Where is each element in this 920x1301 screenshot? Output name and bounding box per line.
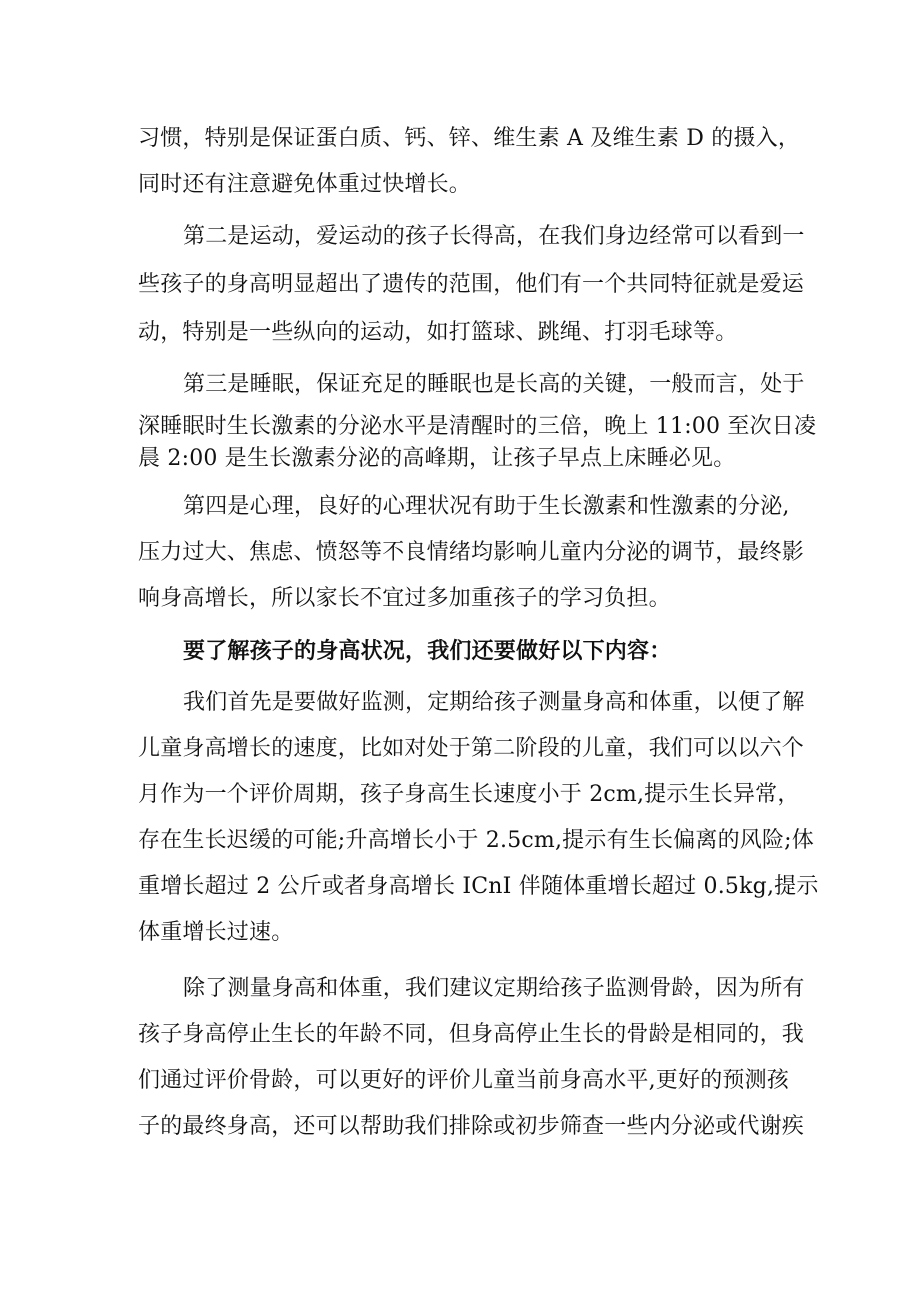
- text-line: 晨 2:00 是生长激素分泌的高峰期，让孩子早点上床睡必见。: [138, 446, 736, 471]
- text-line: 子的最终身高，还可以帮助我们排除或初步筛查一些内分泌或代谢疾: [138, 1114, 805, 1139]
- paragraph-start-sleep: 第三是睡眠，保证充足的睡眠也是长高的关键，一般而言，处于: [183, 372, 805, 397]
- text-line: 月作为一个评价周期，孩子身高生长速度小于 2cm,提示生长异常，: [138, 782, 800, 807]
- text-line: 儿童身高增长的速度，比如对处于第二阶段的儿童，我们可以以六个: [138, 736, 805, 761]
- text-line: 压力过大、焦虑、愤怒等不良情绪均影响儿童内分泌的调节，最终影: [138, 540, 805, 565]
- text-line: 体重增长过速。: [138, 920, 294, 945]
- paragraph-start-exercise: 第二是运动，爱运动的孩子长得高，在我们身边经常可以看到一: [183, 224, 805, 249]
- paragraph-start-monitoring: 我们首先是要做好监测，定期给孩子测量身高和体重，以便了解: [183, 690, 805, 715]
- text-line: 些孩子的身高明显超出了遗传的范围，他们有一个共同特征就是爱运: [138, 272, 805, 297]
- paragraph-start-bone-age: 除了测量身高和体重，我们建议定期给孩子监测骨龄，因为所有: [183, 976, 805, 1001]
- text-line: 们通过评价骨龄，可以更好的评价儿童当前身高水平,更好的预测孩: [138, 1068, 789, 1093]
- paragraph-start-psychology: 第四是心理，良好的心理状况有助于生长激素和性激素的分泌,: [183, 494, 790, 519]
- text-line: 响身高增长，所以家长不宜过多加重孩子的学习负担。: [138, 586, 671, 611]
- text-line: 深睡眠时生长激素的分泌水平是清醒时的三倍，晚上 11:00 至次日凌: [138, 414, 817, 439]
- section-heading: 要了解孩子的身高状况，我们还要做好以下内容：: [183, 638, 672, 664]
- text-line: 存在生长迟缓的可能;升高增长小于 2.5cm,提示有生长偏离的风险;体: [138, 828, 814, 853]
- text-line: 孩子身高停止生长的年龄不同，但身高停止生长的骨龄是相同的，我: [138, 1022, 805, 1047]
- text-line: 重增长超过 2 公斤或者身高增长 ICnI 伴随体重增长超过 0.5kg,提示: [138, 874, 819, 899]
- text-line: 同时还有注意避免体重过快增长。: [138, 172, 472, 197]
- text-line: 习惯，特别是保证蛋白质、钙、锌、维生素 A 及维生素 D 的摄入，: [138, 126, 801, 151]
- text-line: 动，特别是一些纵向的运动，如打篮球、跳绳、打羽毛球等。: [138, 320, 738, 345]
